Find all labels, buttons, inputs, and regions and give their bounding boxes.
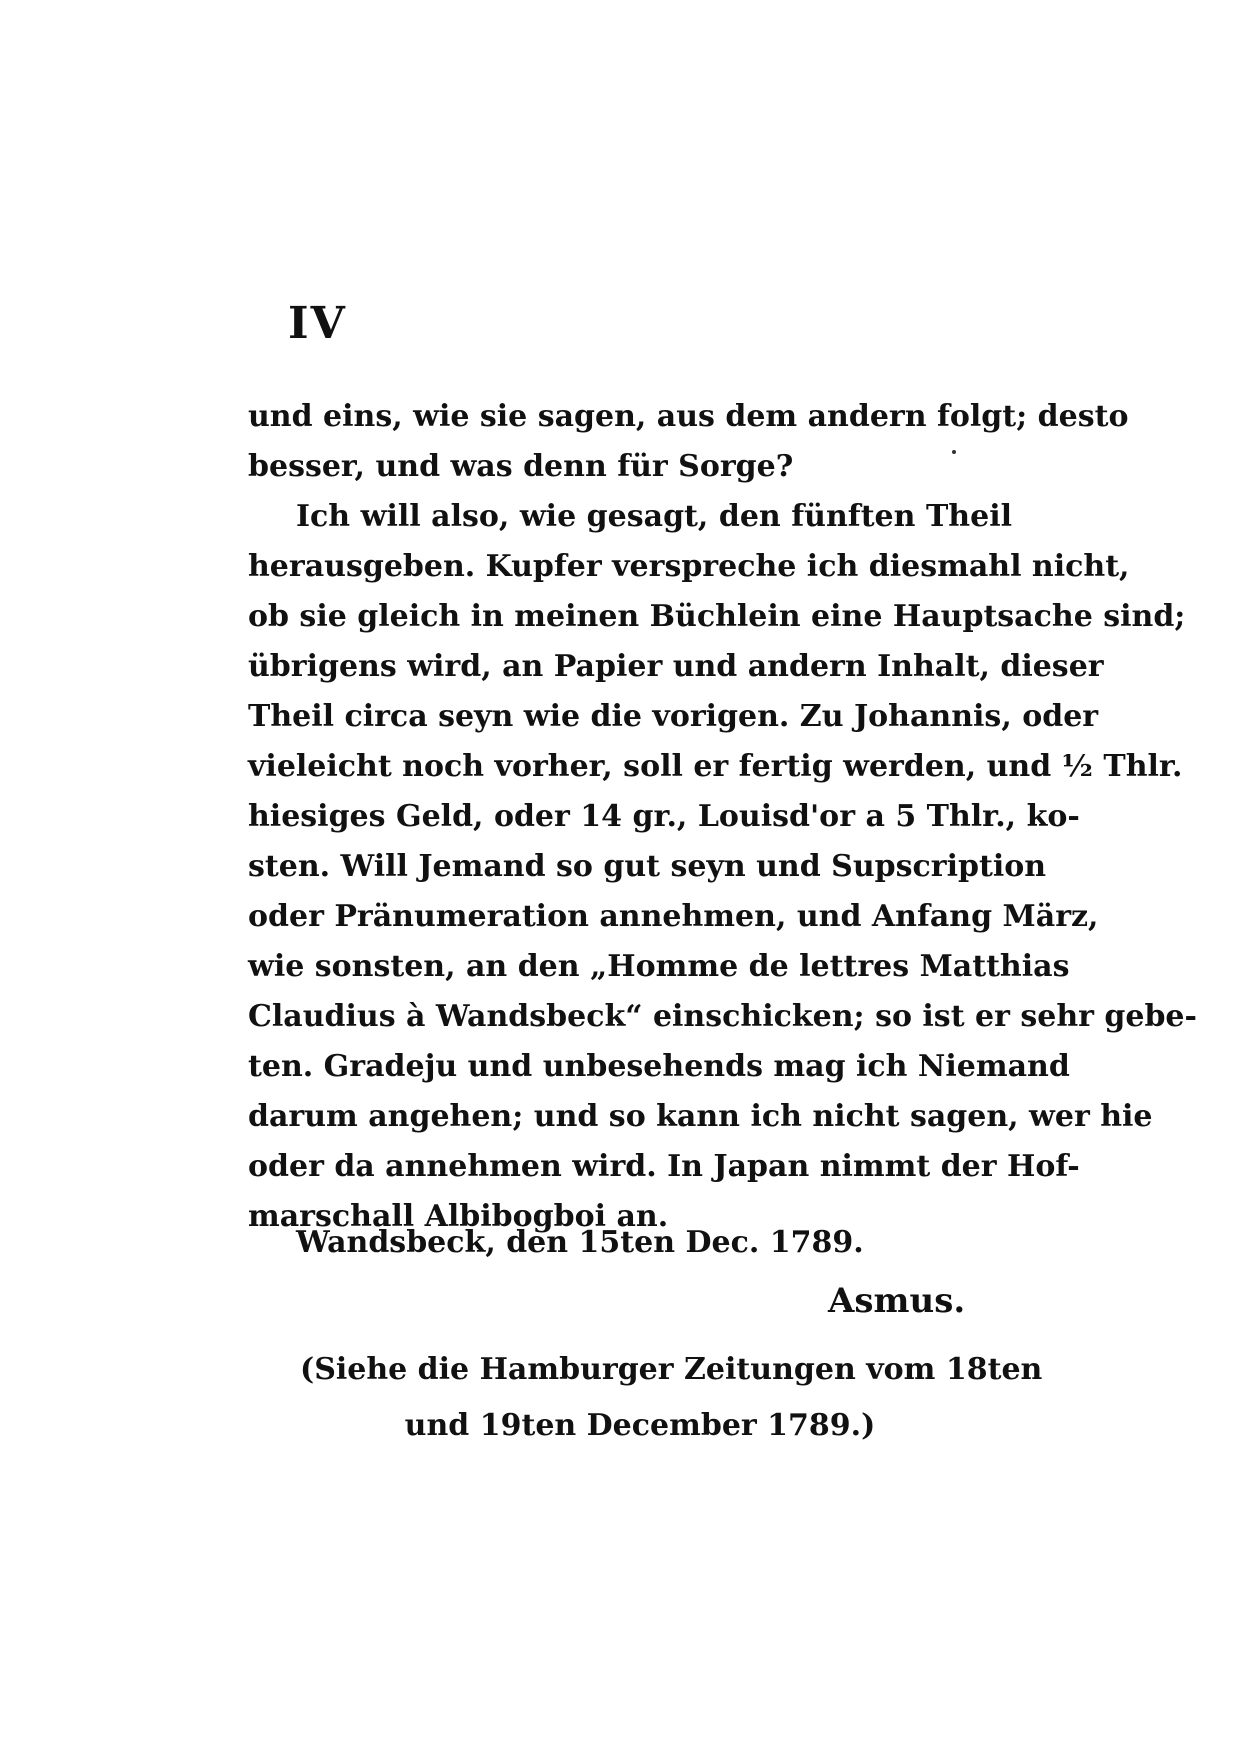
text-line: marschall Albibogboi an. [248,1199,669,1234]
text-line: oder Pränumeration annehmen, und Anfang März, [248,899,1099,934]
signature: Asmus. [828,1281,966,1321]
text-line: besser, und was denn für Sorge? [248,449,794,484]
text-line: vieleicht noch vorher, soll er fertig werden, und ½ Thlr. [248,749,1183,784]
text-line: oder da annehmen wird. In Japan nimmt der Hof- [248,1149,1080,1184]
text-line: übrigens wird, an Papier und andern Inhalt, dieser [248,649,1104,684]
text-line: Ich will also, wie gesagt, den fünften Theil [296,499,1012,534]
text-line: ten. Gradeju und unbesehends mag ich Niemand [248,1049,1070,1084]
footnote [300,1342,1043,1454]
page-number: IV [288,298,347,349]
text-line: Claudius à Wandsbeck“ einschicken; so ist er sehr gebe- [248,999,1197,1034]
footnote-line: und 19ten December 1789.) [404,1408,876,1443]
ink-speck [952,450,956,454]
dateline: Wandsbeck, den 15ten Dec. 1789. [296,1225,864,1260]
text-line: ob sie gleich in meinen Büchlein eine Hauptsache sind; [248,599,1186,634]
text-line: darum angehen; und so kann ich nicht sagen, wer hie [248,1099,1153,1134]
text-line: herausgeben. Kupfer verspreche ich diesmahl nicht, [248,549,1130,584]
text-line: und eins, wie sie sagen, aus dem andern folgt; desto [248,399,1129,434]
footnote-line: (Siehe die Hamburger Zeitungen vom 18ten [300,1352,1043,1387]
text-line: wie sonsten, an den „Homme de lettres Matthias [248,949,1070,984]
text-line: sten. Will Jemand so gut seyn und Supscription [248,849,1047,884]
text-line: Theil circa seyn wie die vorigen. Zu Johannis, oder [248,699,1099,734]
text-line: hiesiges Geld, oder 14 gr., Louisd'or a 5 Thlr., ko- [248,799,1080,834]
body-text [248,392,1197,1242]
